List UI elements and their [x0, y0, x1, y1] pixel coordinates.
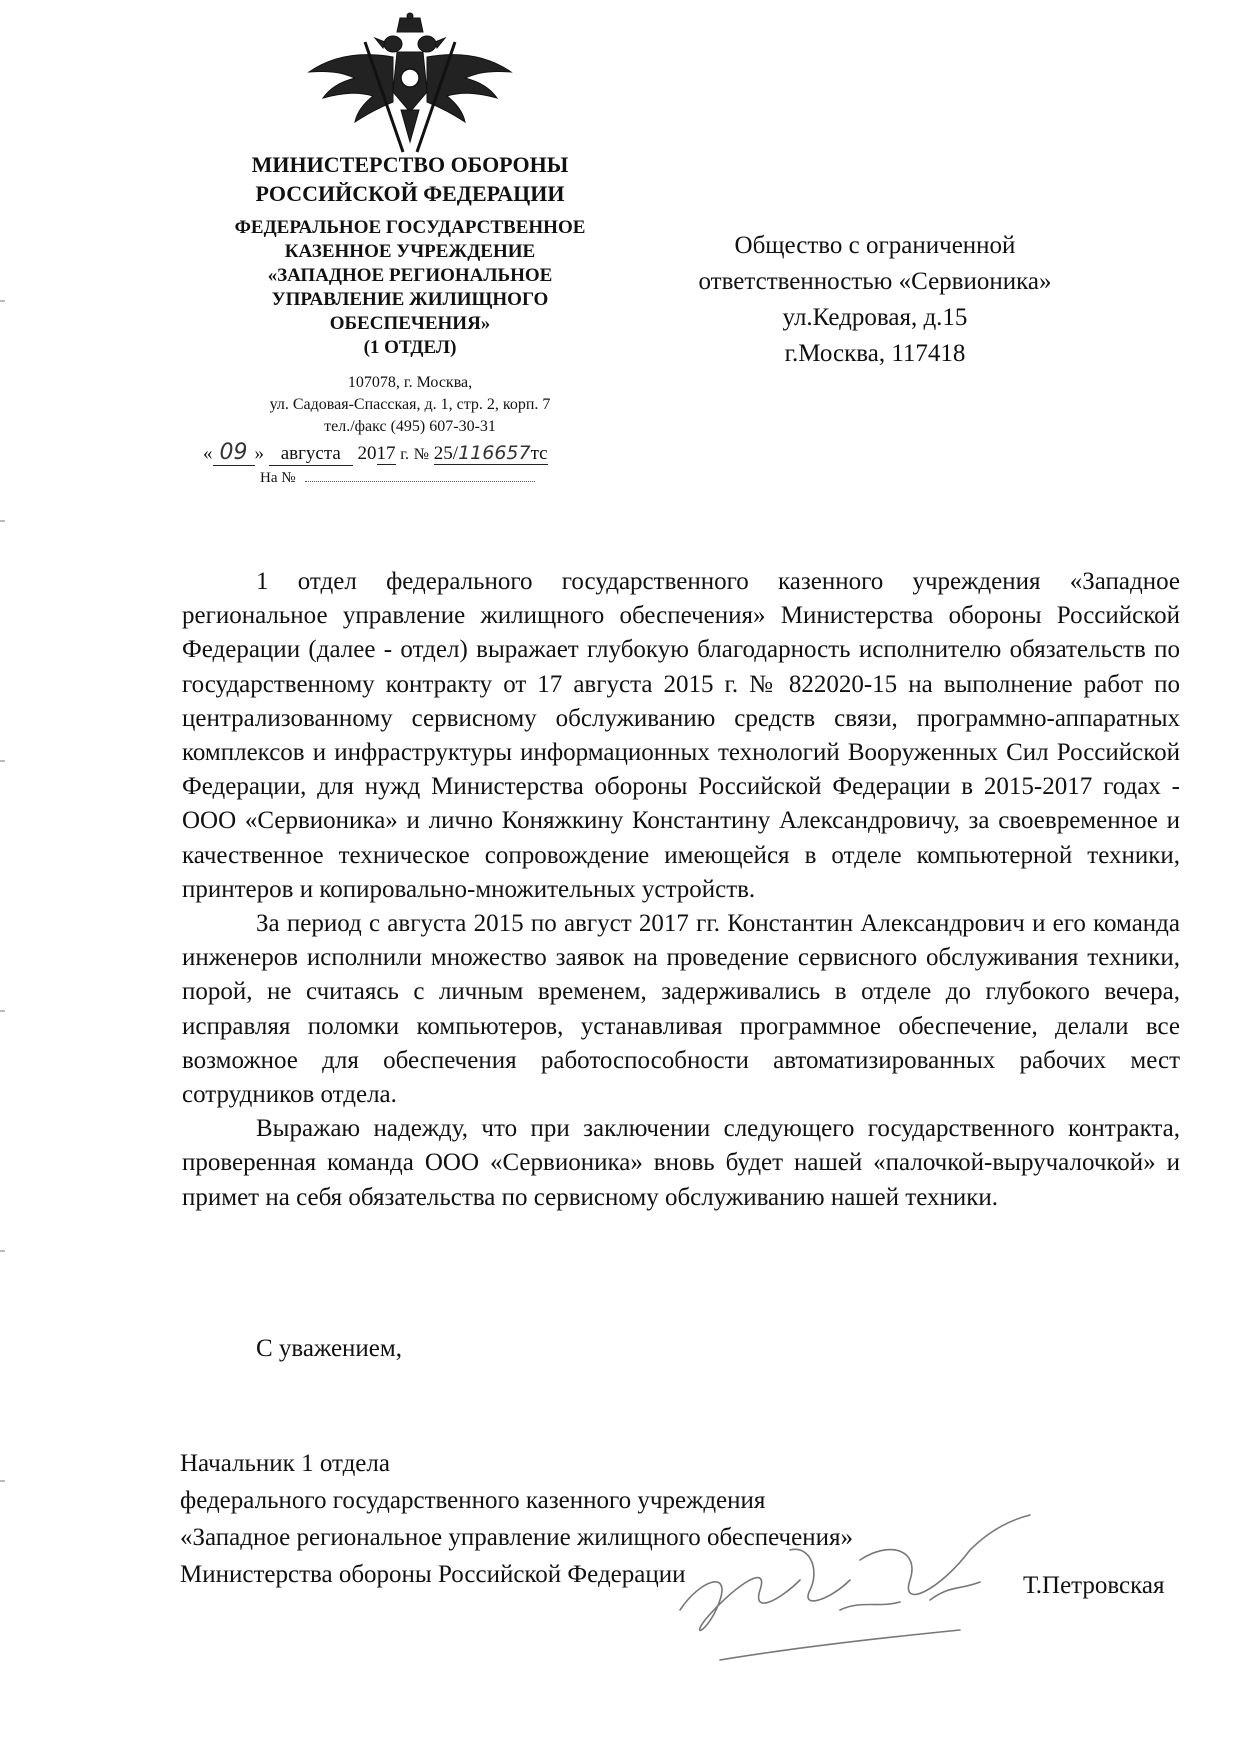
outgoing-reference: « 09 » августа 2017 г. № 25/116657тс	[203, 440, 548, 465]
ministry-line-2: РОССИЙСКОЙ ФЕДЕРАЦИИ	[255, 181, 565, 206]
scan-edge-mark	[0, 760, 5, 762]
scan-edge-mark	[0, 520, 5, 522]
body-paragraph-3: Выражаю надежду, что при заключении следующего государственного контракта, проверенная команда ООО «Сервионика» вновь будет нашей «палочкой-выручалочкой» и примет на себя обязательства по сервисному обслуживанию нашей техники.	[182, 1115, 1180, 1211]
signer-title-line-1: Начальник 1 отдела	[180, 1450, 390, 1477]
number-suffix: тс	[530, 443, 548, 464]
address-line-2: ул. Садовая-Спасская, д. 1, стр. 2, корп. 7	[269, 396, 551, 413]
date-day: 09	[213, 440, 255, 466]
org-line-2: КАЗЕННОЕ УЧРЕЖДЕНИЕ	[284, 241, 536, 262]
signer-title-line-2: федерального государственного казенного учреждения	[180, 1487, 766, 1514]
org-title	[195, 216, 625, 360]
org-line-3: «ЗАПАДНОЕ РЕГИОНАЛЬНОЕ	[267, 265, 553, 286]
body-paragraph-2: За период с августа 2015 по август 2017 гг. Константин Александрович и его команда инженеров исполнили множество заявок на проведение сервисного обслуживания техники, порой, не считаясь с личным временем, задерживались в отделе до глубокого вечера, исправляя поломки компьютеров, устанавливая программное обеспечение, делали все возможное для обеспечения работоспособности автоматизированных рабочих мест сотрудников отдела.	[182, 910, 1180, 1109]
closing-salutation: С уважением,	[256, 1335, 402, 1362]
year-prefix: 20	[357, 443, 377, 464]
letter-body	[182, 565, 1180, 1215]
reply-label: На №	[260, 470, 296, 486]
address-line-1: 107078, г. Москва,	[347, 374, 473, 391]
ministry-line-1: МИНИСТЕРСТВО ОБОРОНЫ	[251, 152, 569, 177]
recipient-line-3: ул.Кедровая, д.15	[782, 304, 968, 331]
year-label: г.	[400, 446, 410, 463]
signer-name: Т.Петровская	[1023, 1572, 1165, 1599]
org-line-5: ОБЕСПЕЧЕНИЯ»	[329, 313, 491, 334]
scan-edge-mark	[0, 1480, 5, 1482]
recipient-address	[690, 228, 1060, 372]
scan-edge-mark	[0, 1250, 5, 1252]
number-prefix: 25/	[433, 443, 459, 464]
ministry-title	[210, 150, 610, 208]
date-month: августа	[269, 443, 353, 466]
phone: тел./факс (495) 607-30-31	[324, 418, 496, 435]
body-paragraph-1: 1 отдел федерального государственного казенного учреждения «Западное региональное управление жилищного обеспечения» Министерства обороны Российской Федерации (далее - отдел) выражает глубокую благодарность исполнителю обязательств по государственному контракту от 17 августа 2015 г. № 822020-15 на выполнение работ по централизованному сервисному обслуживанию средств связи, программно-аппаратных комплексов и инфраструктуры информационных технологий Вооруженных Сил Российской Федерации, для нужд Министерства обороны Российской Федерации в 2015-2017 годах - ООО «Сервионика» и лично Коняжкину Константину Александровичу, за своевременное и качественное техническое сопровождение имеющейся в отделе компьютерной техники, принтеров и копировально-множительных устройств.	[182, 568, 1180, 903]
sender-address	[195, 372, 625, 438]
ministry-emblem-icon	[305, 12, 515, 162]
scan-edge-mark	[0, 300, 5, 302]
number-value: 116657	[458, 442, 531, 464]
signer-title-line-4: Министерства обороны Российской Федерации	[180, 1561, 686, 1588]
year-suffix: 17	[376, 443, 396, 464]
scan-edge-mark	[0, 1010, 5, 1012]
recipient-line-4: г.Москва, 117418	[784, 340, 966, 367]
number-label: №	[413, 446, 430, 463]
department: (1 ОТДЕЛ)	[363, 337, 457, 358]
org-line-4: УПРАВЛЕНИЕ ЖИЛИЩНОГО	[271, 289, 549, 310]
signer-title-line-3: «Западное региональное управление жилищного обеспечения»	[180, 1524, 853, 1551]
org-line-1: ФЕДЕРАЛЬНОЕ ГОСУДАРСТВЕННОЕ	[234, 217, 586, 238]
recipient-line-2: ответственностью «Сервионика»	[698, 268, 1052, 295]
recipient-line-1: Общество с ограниченной	[734, 232, 1016, 259]
reply-number-blank	[305, 481, 535, 482]
reply-reference	[260, 470, 535, 487]
